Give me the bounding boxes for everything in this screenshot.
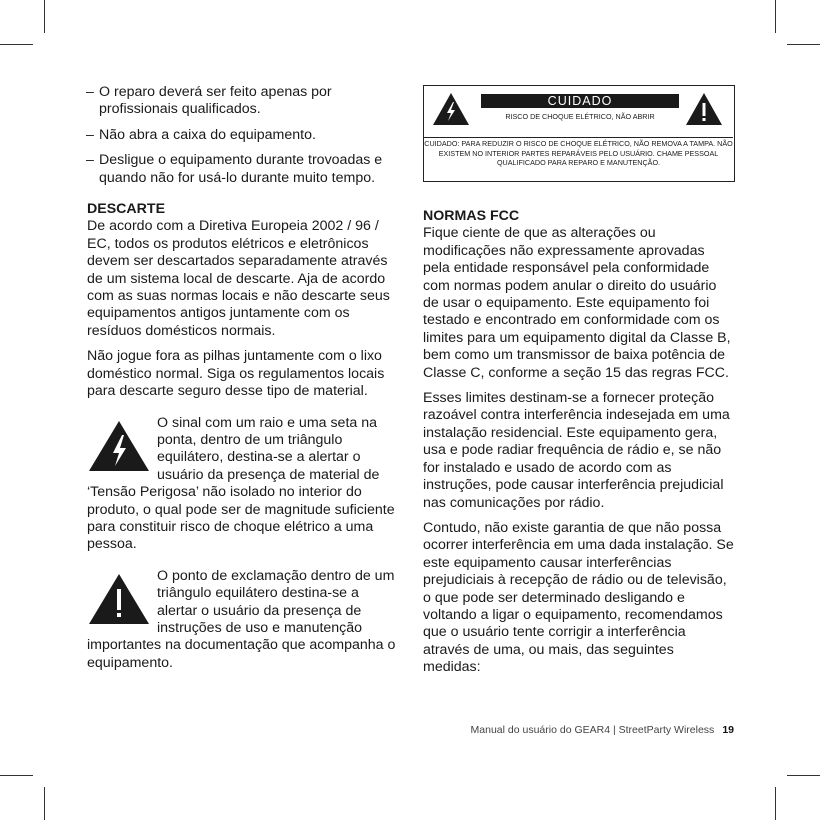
crop-mark	[44, 787, 45, 820]
crop-mark	[0, 44, 33, 45]
bullet-item	[87, 127, 397, 144]
lightning-triangle-icon	[432, 92, 470, 126]
crop-mark	[44, 0, 45, 33]
crop-mark	[787, 775, 820, 776]
exclamation-triangle-icon	[685, 92, 723, 126]
right-column	[423, 208, 735, 685]
bullet-text: O reparo deverá ser feito apenas por profissionais qualificados.	[99, 84, 332, 118]
fcc-heading: NORMAS FCC	[423, 208, 520, 224]
exclamation-symbol-text: O ponto de exclamação dentro de um triângulo equilátero destina-se a alertar o usuário da presença de instruções de uso e manutenção importantes na documentação que acompanha o equipamento.	[87, 567, 396, 671]
left-column	[87, 84, 397, 672]
caution-risk-text: RISCO DE CHOQUE ELÉTRICO, NÃO ABRIR	[505, 112, 655, 121]
crop-mark	[775, 787, 776, 820]
page-number: 19	[722, 724, 734, 736]
lightning-symbol-text: O sinal com um raio e uma seta na ponta, dentro de um triângulo equilátero, destina-se a alertar o usuário da presença de material de ‘Tensão Perigosa’ não isolado no interior do produto, o qual pode ser de magnitude suficiente para constituir risco de choque elétrico a uma pessoa.	[87, 414, 395, 553]
caution-title: CUIDADO	[481, 94, 679, 108]
fcc-paragraph: Esses limites destinam-se a fornecer proteção razoável contra interferência indesejada em uma instalação residencial. Este equipamento gera, usa e pode radiar frequência de rádio e, se não for instalado e usado de acordo com as instruções, pode causar interferência prejudicial nas comunicações por rádio.	[423, 390, 730, 511]
fcc-paragraph: Contudo, não existe garantia de que não possa ocorrer interferência em uma dada instalação. Se este equipamento causar interferências prejudiciais à recepção de rádio ou de televisão, o que pode ser determinado desligando e voltando a ligar o equipamento, recomendamos que o usuário tente corrigir a interferência através de uma, ou mais, das seguintes medidas:	[423, 519, 734, 676]
bullet-dash: –	[86, 84, 94, 100]
descarte-paragraph: De acordo com a Diretiva Europeia 2002 / 96 / EC, todos os produtos elétricos e eletrônicos devem ser descartados separadamente através de um sistema local de descarte. Aja de acordo com as suas normas locais e não descarte seus equipamentos antigos juntamente com os resíduos domésticos normais.	[87, 218, 390, 339]
descarte-paragraph: Não jogue fora as pilhas juntamente com o lixo doméstico normal. Siga os regulamentos locais para descarte seguro desse tipo de material.	[87, 348, 385, 400]
crop-mark	[787, 44, 820, 45]
lightning-triangle-icon	[87, 419, 151, 473]
bullet-item	[87, 84, 397, 119]
bullet-text: Não abra a caixa do equipamento.	[99, 126, 316, 143]
caution-warning-text: CUIDADO: PARA REDUZIR O RISCO DE CHOQUE ELÉTRICO, NÃO REMOVA A TAMPA. NÃO EXISTEM NO INTERIOR PARTES REPARÁVEIS PELO USUÁRIO. CHAME PESSOAL QUALIFICADO PARA REPARO E MANUTENÇÃO.	[424, 139, 733, 168]
bullet-item	[87, 152, 397, 187]
crop-mark	[0, 775, 33, 776]
fcc-paragraph: Fique ciente de que as alterações ou modificações não expressamente aprovadas pela entidade responsável pela conformidade com normas podem anular o direito do usuário de usar o equipamento. Este equipamento foi testado e encontrado em conformidade com os limites para um equipamento digital da Classe B, bem como um transmissor de baixa potência de Classe C, conforme a seção 15 das regras FCC.	[423, 225, 731, 381]
caution-box	[423, 85, 735, 182]
crop-mark	[775, 0, 776, 33]
lightning-symbol-block	[87, 415, 397, 554]
bullet-dash: –	[86, 126, 94, 143]
page-footer	[471, 724, 734, 736]
bullet-text: Desligue o equipamento durante trovoadas e quando não for usá-lo durante muito tempo.	[99, 152, 383, 186]
exclamation-triangle-icon	[87, 572, 151, 626]
footer-text: Manual do usuário do GEAR4 | StreetParty Wireless	[470, 724, 715, 736]
caution-header	[424, 86, 733, 138]
bullet-dash: –	[86, 152, 94, 169]
exclamation-symbol-block	[87, 568, 397, 672]
descarte-heading: DESCARTE	[87, 201, 166, 218]
